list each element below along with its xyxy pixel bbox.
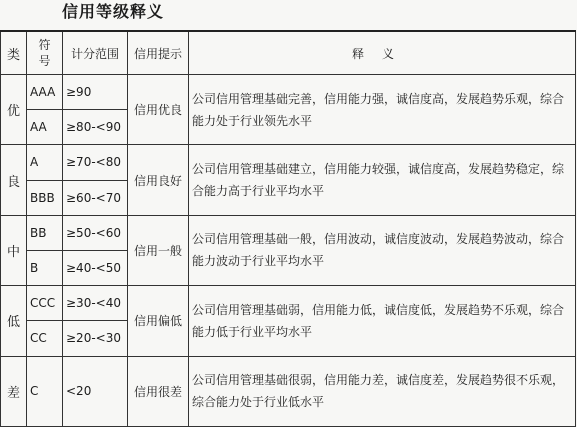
table-header-row: [1, 31, 576, 75]
description-cell: 公司信用管理基础一般，信用波动，诚信度波动，发展趋势波动，综合能力波动于行业平均水平: [189, 215, 576, 285]
class-cell: 差: [1, 356, 27, 427]
range-cell: ≥40-<50: [63, 250, 128, 285]
table-row: [1, 145, 576, 180]
range-cell: ≥50-<60: [63, 215, 128, 250]
hint-cell: 信用很差: [128, 356, 189, 427]
class-cell: 中: [1, 215, 27, 285]
symbol-cell: AAA: [27, 75, 63, 110]
range-cell: <20: [63, 356, 128, 427]
table-row: [1, 75, 576, 110]
description-cell: 公司信用管理基础完善，信用能力强，诚信度高，发展趋势乐观，综合能力处于行业领先水平: [189, 75, 576, 145]
hint-cell: 信用偏低: [128, 286, 189, 356]
class-cell: 优: [1, 75, 27, 145]
symbol-cell: AA: [27, 110, 63, 145]
description-cell: 公司信用管理基础弱，信用能力低，诚信度低，发展趋势不乐观，综合能力低于行业平均水平: [189, 286, 576, 356]
header-symbol-line1: 符: [38, 38, 51, 52]
range-cell: ≥80-<90: [63, 110, 128, 145]
range-cell: ≥30-<40: [63, 286, 128, 321]
hint-cell: 信用良好: [128, 145, 189, 215]
class-cell: 低: [1, 286, 27, 356]
description-cell: 公司信用管理基础很弱，信用能力差，诚信度差，发展趋势很不乐观，综合能力处于行业低水平: [189, 356, 576, 427]
credit-rating-table: [0, 30, 576, 427]
table-row: [1, 215, 576, 250]
range-cell: ≥60-<70: [63, 180, 128, 215]
page-title: 信用等级释义: [62, 2, 165, 21]
table-row: [1, 356, 576, 427]
header-symbol: [27, 31, 63, 75]
hint-cell: 信用优良: [128, 75, 189, 145]
header-description: 释义: [189, 31, 576, 75]
class-cell: 良: [1, 145, 27, 215]
header-symbol-line2: 号: [38, 54, 51, 68]
hint-cell: 信用一般: [128, 215, 189, 285]
range-cell: ≥70-<80: [63, 145, 128, 180]
symbol-cell: CCC: [27, 286, 63, 321]
symbol-cell: BB: [27, 215, 63, 250]
header-hint: 信用提示: [128, 31, 189, 75]
range-cell: ≥90: [63, 75, 128, 110]
symbol-cell: CC: [27, 321, 63, 356]
header-class: 类: [1, 31, 27, 75]
description-cell: 公司信用管理基础建立，信用能力较强，诚信度高，发展趋势稳定，综合能力高于行业平均水平: [189, 145, 576, 215]
symbol-cell: A: [27, 145, 63, 180]
symbol-cell: C: [27, 356, 63, 427]
header-range: 计分范围: [63, 31, 128, 75]
symbol-cell: B: [27, 250, 63, 285]
range-cell: ≥20-<30: [63, 321, 128, 356]
symbol-cell: BBB: [27, 180, 63, 215]
table-row: [1, 286, 576, 321]
